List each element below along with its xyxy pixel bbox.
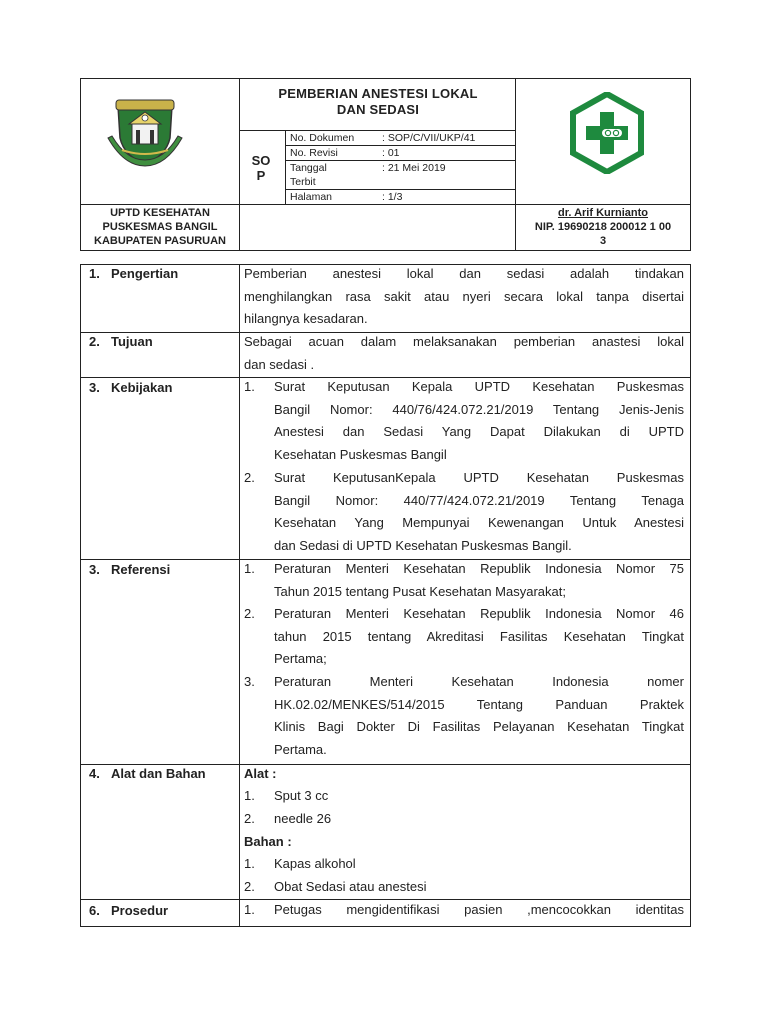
list-item: 3. Peraturan Menteri Kesehatan Indonesia nomer HK.02.02/MENKES/514/2015 Tentang Panduan Praktek Klinis Bagi Dokter Di Fasilitas Pelayanan Kesehatan Tingkat Pertama. — [244, 674, 684, 757]
section-label-prosedur: 6. Prosedur — [89, 903, 169, 918]
revision-value: : 01 — [382, 147, 400, 159]
section-label-kebijakan: 3. Kebijakan — [89, 380, 173, 395]
issue-date-value: : 21 Mei 2019 — [382, 162, 446, 174]
doc-number-label: No. Dokumen — [290, 132, 355, 144]
doc-number-value: : SOP/C/VII/UKP/41 — [382, 132, 476, 144]
document-title: PEMBERIAN ANESTESI LOKAL DAN SEDASI — [278, 86, 478, 117]
signer-nip: NIP. 19690218 200012 1 00 — [534, 221, 672, 233]
revision-label: No. Revisi — [290, 147, 338, 159]
page-value: : 1/3 — [382, 191, 403, 203]
list-item: 1. Peraturan Menteri Kesehatan Republik Indonesia Nomor 75 Tahun 2015 tentang Pusat Kesehatan Masyarakat; — [244, 561, 684, 599]
section-label-referensi: 3. Referensi — [89, 562, 171, 577]
section-label-tujuan: 2. Tujuan — [89, 334, 153, 349]
list-item: 2. needle 26 — [244, 811, 332, 826]
regional-emblem-logo — [104, 94, 186, 168]
organization-name: UPTD KESEHATAN PUSKESMAS BANGIL KABUPATEN PASURUAN — [94, 207, 226, 247]
section-body-tujuan: Sebagai acuan dalam melaksanakan pemberian anastesi lokal dan sedasi . — [244, 334, 684, 372]
list-item: 1. Sput 3 cc — [244, 788, 329, 803]
list-item: 1. Surat Keputusan Kepala UPTD Kesehatan Puskesmas Bangil Nomor: 440/76/424.072.21/2019 Tentang Jenis-Jenis Anestesi dan Sedasi Yang Dapat Dilakukan di UPTD Kesehatan Puskesmas Bangil — [244, 379, 684, 462]
sop-label: SO P — [251, 153, 271, 183]
list-item: 1. Petugas mengidentifikasi pasien ,mencocokkan identitas — [244, 902, 684, 917]
list-item: 2. Peraturan Menteri Kesehatan Republik Indonesia Nomor 46 tahun 2015 tentang Akreditasi Fasilitas Kesehatan Tingkat Pertama; — [244, 606, 684, 666]
list-item: 2. Obat Sedasi atau anestesi — [244, 879, 427, 894]
list-item: 2. Surat KeputusanKepala UPTD Kesehatan Puskesmas Bangil Nomor: 440/77/424.072.21/2019 Tentang Tenaga Kesehatan Yang Mempunyai Kewenangan Untuk Anestesi dan Sedasi di UPTD Kesehatan Puskesmas Bangil. — [244, 470, 684, 553]
section-body-pengertian: Pemberian anestesi lokal dan sedasi adalah tindakan menghilangkan rasa sakit atau nyeri secara lokal tanpa disertai hilangnya kesadaran. — [244, 266, 684, 326]
alat-heading: Alat : — [244, 766, 277, 781]
signer-name: dr. Arif Kurnianto — [557, 207, 649, 219]
bahan-heading: Bahan : — [244, 834, 292, 849]
list-item: 1. Kapas alkohol — [244, 856, 356, 871]
issue-date-label: Tanggal — [290, 162, 327, 174]
page-label: Halaman — [290, 191, 333, 203]
issued-label: Terbit — [290, 176, 316, 188]
signatory: dr. Arif Kurnianto NIP. 19690218 200012 1 00 3 — [516, 206, 690, 248]
puskesmas-logo — [566, 92, 648, 174]
section-label-alat-bahan: 4. Alat dan Bahan — [89, 766, 206, 781]
section-label-pengertian: 1. Pengertian — [89, 266, 179, 281]
